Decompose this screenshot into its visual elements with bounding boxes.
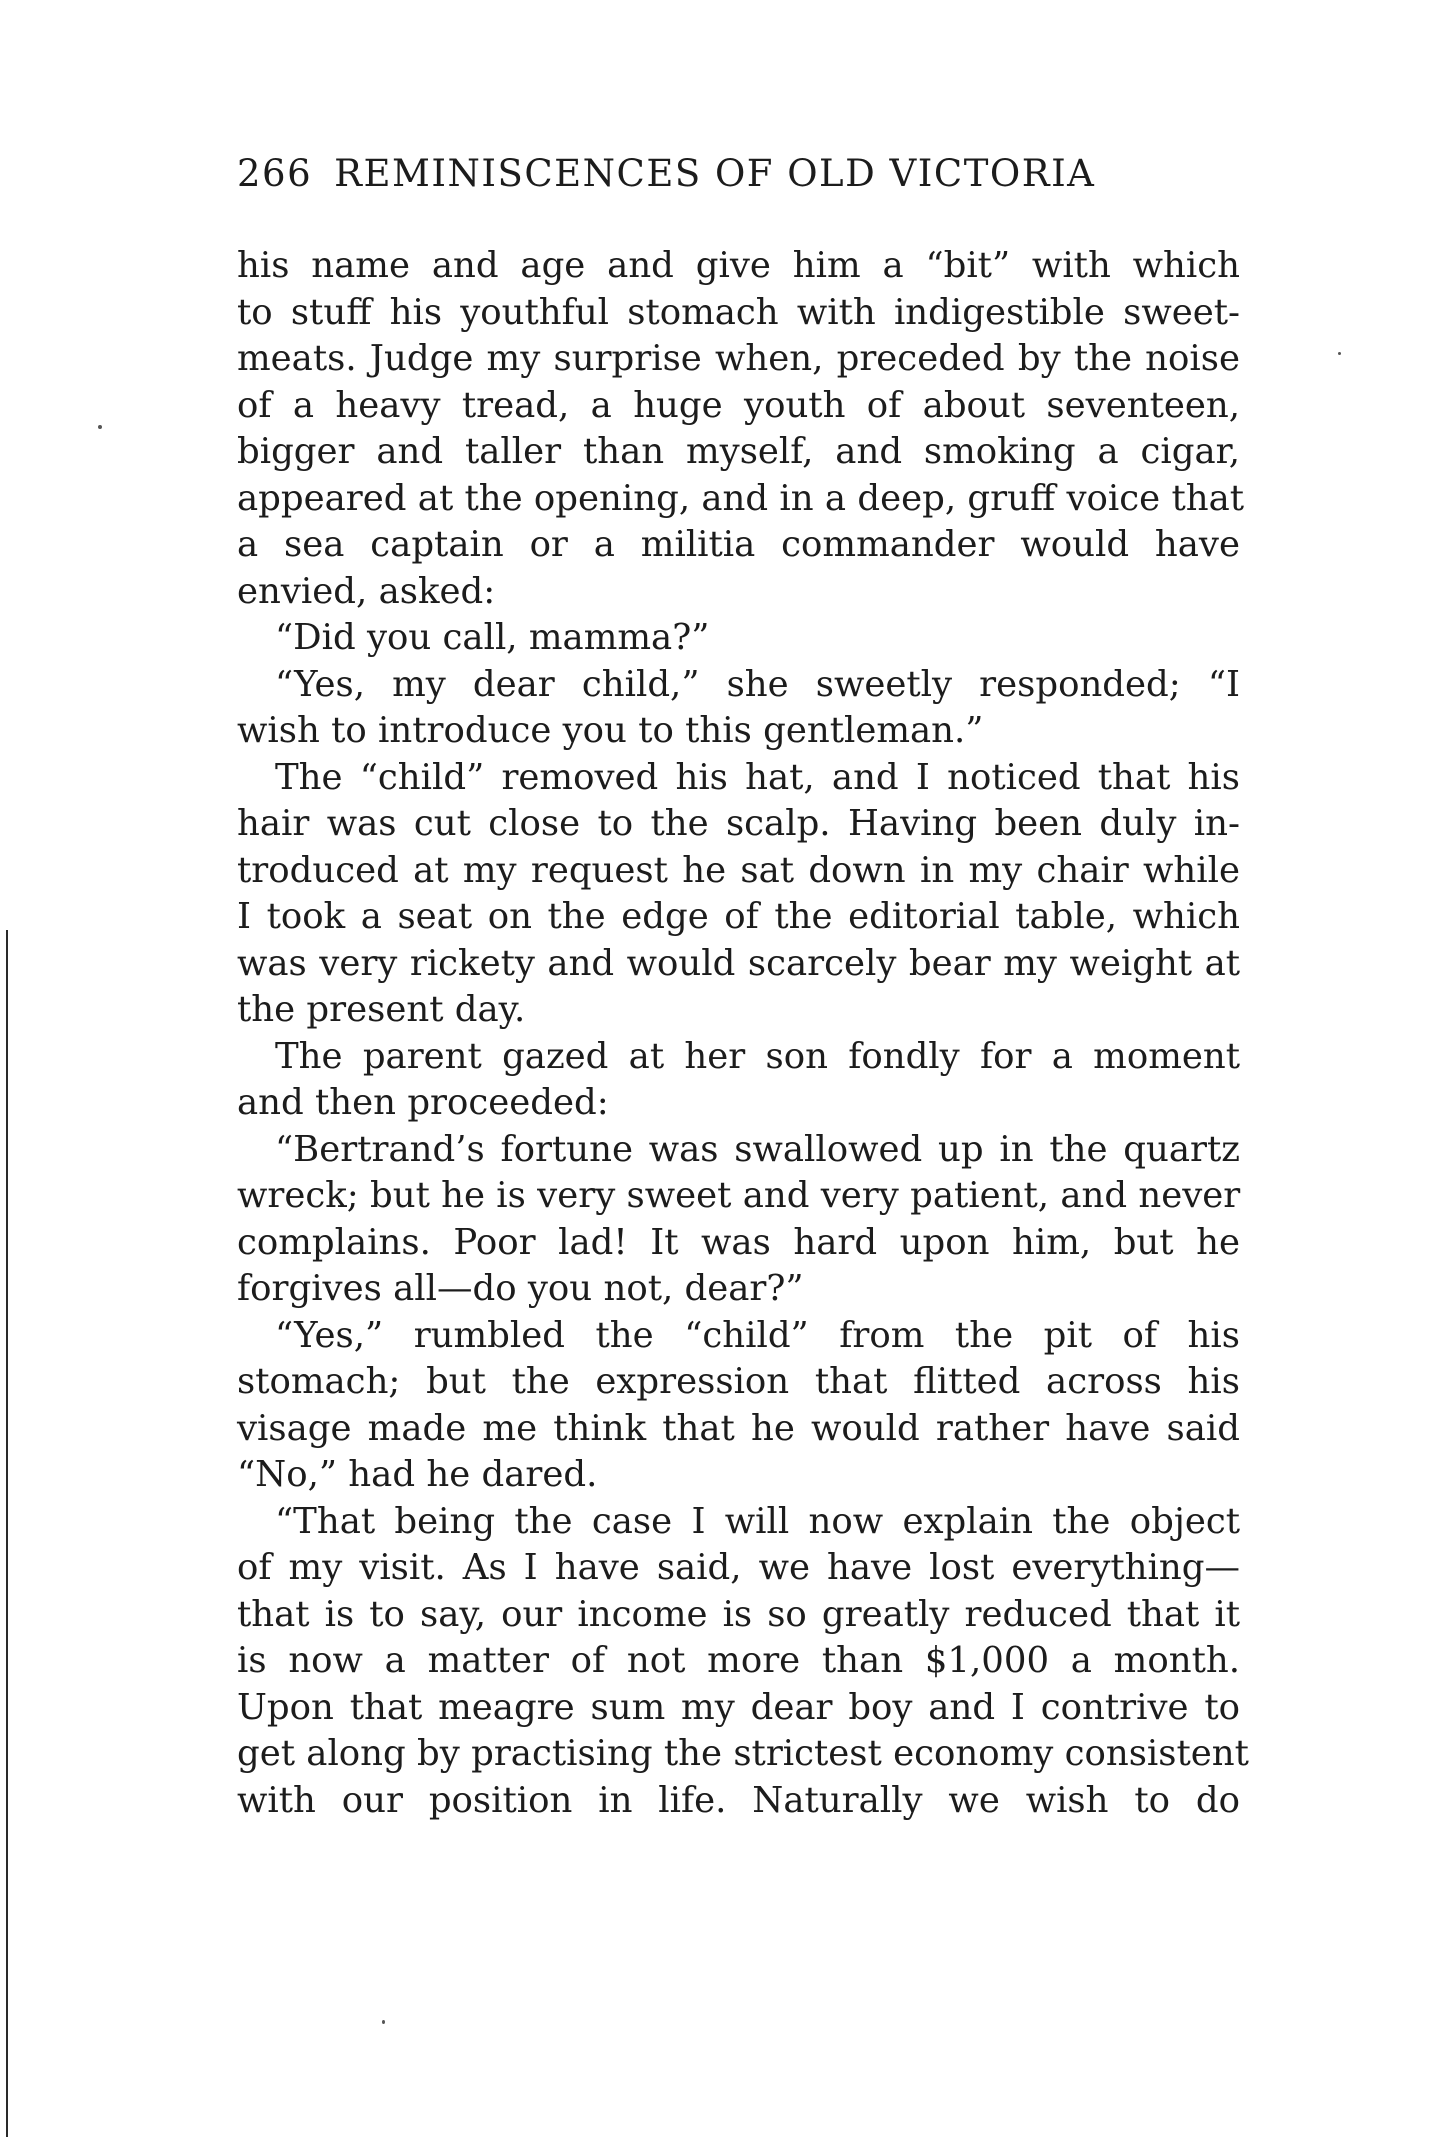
- text-line: forgives all—do you not, dear?”: [237, 1268, 804, 1309]
- text-line: appeared at the opening, and in a deep, gruff voice that: [237, 477, 1245, 519]
- scan-speck: [1338, 352, 1341, 355]
- text-line: to stuff his youthful stomach with indigestible sweet-: [237, 291, 1240, 333]
- body-text: [237, 243, 1249, 1824]
- text-line: “That being the case I will now explain the object: [275, 1500, 1240, 1542]
- text-line: visage made me think that he would rather have said: [237, 1407, 1240, 1449]
- text-line: complains. Poor lad! It was hard upon him, but he: [237, 1221, 1240, 1263]
- page-number: 266: [237, 152, 313, 195]
- text-line: wish to introduce you to this gentleman.”: [237, 710, 984, 751]
- text-line: troduced at my request he sat down in my chair while: [237, 849, 1240, 891]
- text-line: “Bertrand’s fortune was swallowed up in the quartz: [275, 1128, 1240, 1170]
- text-line: the present day.: [237, 989, 526, 1030]
- text-line: envied, asked:: [237, 570, 496, 612]
- text-line: a sea captain or a militia commander would have: [237, 524, 1240, 565]
- text-line: was very rickety and would scarcely bear my weight at: [237, 942, 1240, 984]
- page-edge-rule: [6, 930, 8, 2137]
- text-line: hair was cut close to the scalp. Having been duly in-: [237, 803, 1240, 844]
- text-line: wreck; but he is very sweet and very patient, and never: [237, 1175, 1241, 1216]
- text-line: with our position in life. Naturally we wish to do: [237, 1779, 1240, 1821]
- text-line: I took a seat on the edge of the editorial table, which: [237, 896, 1240, 937]
- scan-speck: [382, 2020, 385, 2024]
- text-line: of a heavy tread, a huge youth of about seventeen,: [237, 384, 1240, 426]
- text-line: Upon that meagre sum my dear boy and I contrive to: [237, 1686, 1240, 1728]
- scan-speck: [98, 425, 102, 429]
- text-line: stomach; but the expression that flitted across his: [237, 1361, 1240, 1402]
- running-header: [237, 152, 1237, 195]
- text-line: of my visit. As I have said, we have lost everything—: [237, 1547, 1240, 1588]
- text-line: The “child” removed his hat, and I noticed that his: [275, 756, 1240, 798]
- text-line: “Yes, my dear child,” she sweetly responded; “I: [275, 663, 1240, 705]
- text-line: get along by practising the strictest economy consistent: [237, 1733, 1249, 1774]
- text-line: is now a matter of not more than $1,000 a month.: [237, 1640, 1240, 1681]
- text-line: The parent gazed at her son fondly for a moment: [275, 1035, 1240, 1077]
- text-line: that is to say, our income is so greatly reduced that it: [237, 1593, 1240, 1635]
- text-line: “Did you call, mamma?”: [275, 617, 710, 658]
- text-line: “No,” had he dared.: [237, 1454, 598, 1495]
- text-line: meats. Judge my surprise when, preceded by the noise: [237, 338, 1240, 379]
- text-line: his name and age and give him a “bit” with which: [237, 245, 1240, 286]
- text-line: “Yes,” rumbled the “child” from the pit of his: [275, 1314, 1240, 1356]
- text-line: bigger and taller than myself, and smoking a cigar,: [237, 431, 1240, 472]
- text-line: and then proceeded:: [237, 1082, 609, 1123]
- running-title: REMINISCENCES OF OLD VICTORIA: [334, 152, 1096, 195]
